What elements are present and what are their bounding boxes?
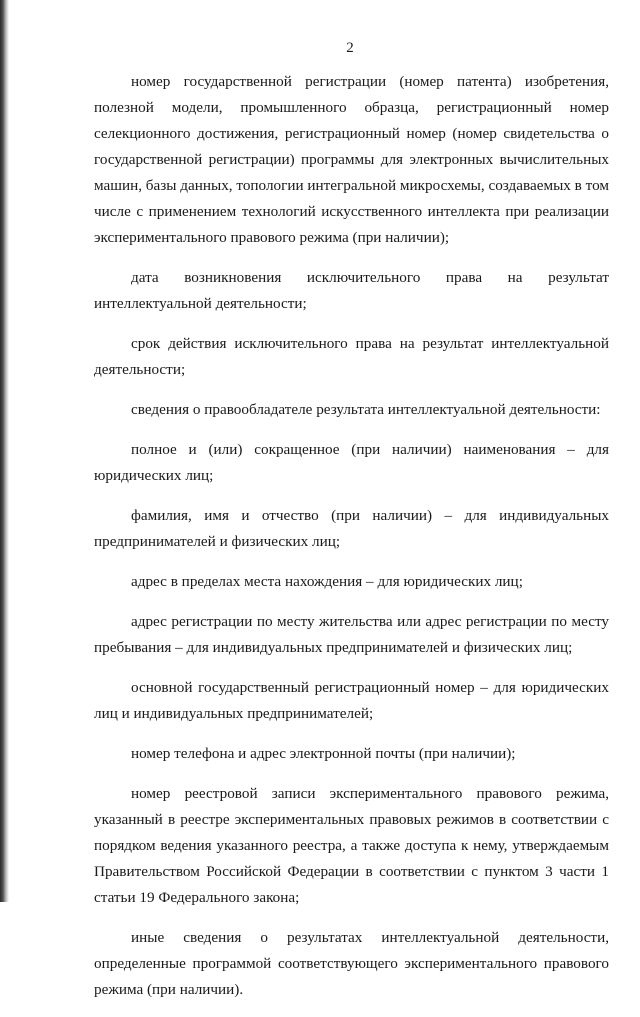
paragraph-person-name: фамилия, имя и отчество (при наличии) – для индивидуальных предпринимателей и физических лиц; — [94, 507, 609, 550]
paragraph-contacts: номер телефона и адрес электронной почты (при наличии); — [131, 745, 516, 762]
paragraph-rightholder-info: сведения о правообладателе результата интеллектуальной деятельности: — [131, 401, 601, 418]
paragraph-other-info: иные сведения о результатах интеллектуальной деятельности, определенные программой соответствующего экспериментального правового режима (при наличии). — [94, 929, 609, 998]
page-number: 2 — [346, 40, 354, 56]
paragraph-right-term: срок действия исключительного права на результат интеллектуальной деятельности; — [94, 335, 609, 378]
paragraph-person-address: адрес регистрации по месту жительства или адрес регистрации по месту пребывания – для индивидуальных предпринимателей и физических лиц; — [94, 613, 609, 656]
paragraph-registration-number: номер государственной регистрации (номер патента) изобретения, полезной модели, промышленного образца, регистрационный номер селекционного достижения, регистрационный номер (номер свидетельства о государственной регистрации) программы для электронных вычислительных машин, базы данных, топологии интегральной микросхемы, создаваемых в том числе с применением технологий искусственного интеллекта при реализации экспериментального правового режима (при наличии); — [94, 73, 609, 246]
paragraph-ogrn: основной государственный регистрационный номер – для юридических лиц и индивидуальных предпринимателей; — [94, 679, 609, 722]
paragraph-registry-record: номер реестровой записи экспериментального правового режима, указанный в реестре экспериментальных правовых режимов в соответствии с порядком ведения указанного реестра, а также доступа к нему, утверждаемым Правительством Российской Федерации в соответствии с пунктом 3 части 1 статьи 19 Федерального закона; — [94, 785, 609, 906]
paragraph-entity-name: полное и (или) сокращенное (при наличии) наименования – для юридических лиц; — [94, 441, 609, 484]
document-body — [94, 69, 609, 1017]
paragraph-right-date: дата возникновения исключительного права на результат интеллектуальной деятельности; — [94, 269, 609, 312]
scan-edge — [0, 0, 9, 902]
paragraph-entity-address: адрес в пределах места нахождения – для юридических лиц; — [131, 573, 523, 590]
